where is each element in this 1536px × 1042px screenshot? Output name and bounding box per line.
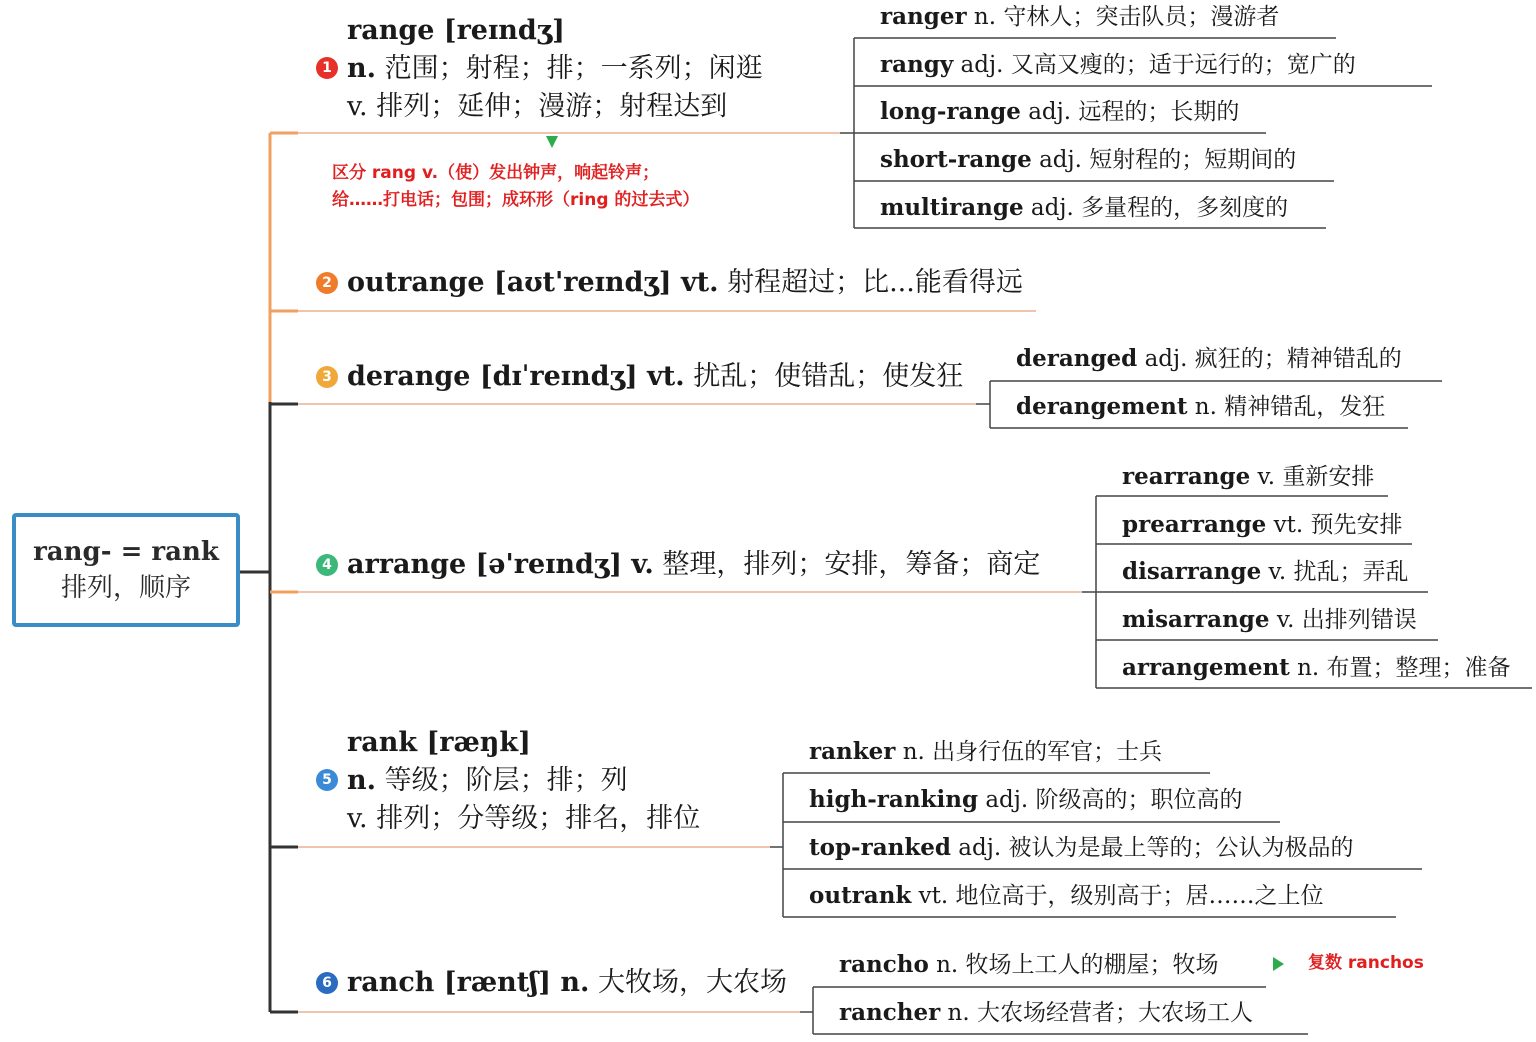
derivative-word: arrangement: [1122, 654, 1290, 681]
headword-rank: rank [ræŋk]: [347, 727, 531, 758]
derivative-definition: adj. 多量程的，多刻度的: [1023, 195, 1289, 221]
derivative-definition: v. 扰乱；弄乱: [1261, 559, 1409, 585]
headword-arrange: arrange [ə'reɪndʒ] v.: [347, 549, 654, 580]
derivative-word: ranker: [809, 738, 896, 765]
right-arrow-icon: [1273, 957, 1284, 971]
derivative-item: [809, 833, 1354, 863]
branch-3-entry: [347, 358, 963, 396]
headword-outrange: outrange [aʊt'reɪndʒ] vt.: [347, 267, 719, 298]
branch-number-3: 3: [316, 366, 338, 388]
derivative-item: [809, 785, 1243, 815]
derivative-item: [1122, 510, 1402, 540]
branch-number-6: 6: [316, 972, 338, 994]
branch-number-5: 5: [316, 769, 338, 791]
derivative-item: [809, 737, 1162, 767]
derivative-word: rangy: [880, 51, 954, 78]
derivative-word: rancho: [839, 951, 929, 978]
derivative-word: deranged: [1016, 345, 1138, 372]
definition: 等级；阶层；排；列: [376, 765, 628, 796]
branch-number-1: 1: [316, 57, 338, 79]
definition: 大牧场，大农场: [589, 967, 787, 998]
derivative-item: [809, 881, 1324, 911]
derivative-word: ranger: [880, 3, 967, 30]
derivative-item: [880, 2, 1279, 32]
branch-2-entry: [347, 264, 1023, 302]
derivative-definition: v. 重新安排: [1250, 464, 1375, 490]
derivative-item: [839, 998, 1253, 1028]
derivative-item: [1122, 653, 1511, 683]
headword-range: range [reɪndʒ]: [347, 15, 565, 46]
derivative-word: outrank: [809, 882, 912, 909]
derivative-definition: vt. 地位高于，级别高于；居……之上位: [911, 883, 1324, 909]
pos-label: n.: [347, 765, 377, 796]
branch-6-entry: [347, 964, 787, 1002]
distinction-note: [332, 160, 699, 214]
derivative-item: [1122, 557, 1408, 587]
definition: 整理，排列；安排，筹备；商定: [653, 549, 1041, 580]
definition: v. 排列；分等级；排名，排位: [347, 803, 701, 834]
root-node: [12, 513, 240, 627]
derivative-word: top-ranked: [809, 834, 951, 861]
derivative-word: misarrange: [1122, 606, 1270, 633]
derivative-definition: n. 大农场经营者；大农场工人: [940, 1000, 1253, 1026]
derivative-definition: n. 牧场上工人的棚屋；牧场: [928, 952, 1219, 978]
down-arrow-icon: [546, 136, 558, 148]
derivative-definition: v. 出排列错误: [1269, 607, 1417, 633]
derivative-definition: adj. 短射程的；短期间的: [1031, 147, 1297, 173]
derivative-word: long-range: [880, 98, 1021, 125]
derivative-item: [880, 193, 1288, 223]
derivative-word: rearrange: [1122, 463, 1251, 490]
derivative-definition: adj. 又高又瘦的；适于远行的；宽广的: [953, 52, 1356, 78]
derivative-definition: adj. 远程的；长期的: [1020, 99, 1240, 125]
derivative-word: high-ranking: [809, 786, 979, 813]
branch-5-entry: [347, 724, 700, 838]
derivative-word: disarrange: [1122, 558, 1262, 585]
branch-number-2: 2: [316, 272, 338, 294]
derivative-definition: adj. 被认为是最上等的；公认为极品的: [951, 835, 1354, 861]
derivative-item: [880, 145, 1296, 175]
note-line-2: 给……打电话；包围；成环形（ring 的过去式）: [332, 190, 700, 210]
derivative-word: prearrange: [1122, 511, 1267, 538]
definition: v. 排列；延伸；漫游；射程达到: [347, 91, 728, 122]
derivative-word: multirange: [880, 194, 1024, 221]
derivative-item: [1016, 392, 1385, 422]
derivative-definition: n. 出身行伍的军官；士兵: [895, 739, 1163, 765]
headword-ranch: ranch [ræntʃ] n.: [347, 967, 590, 998]
root-title: rang- = rank: [33, 537, 219, 567]
note-line-1: 区分 rang v.（使）发出钟声，响起铃声；: [332, 163, 660, 183]
derivative-item: [880, 50, 1356, 80]
derivative-item: [1016, 344, 1402, 374]
branch-4-entry: [347, 546, 1040, 584]
derivative-definition: n. 布置；整理；准备: [1289, 655, 1511, 681]
plural-note: 复数 ranchos: [1308, 953, 1424, 973]
definition: 范围；射程；排；一系列；闲逛: [376, 53, 763, 84]
derivative-word: rancher: [839, 999, 941, 1026]
derivative-definition: adj. 阶级高的；职位高的: [978, 787, 1243, 813]
pos-label: n.: [347, 53, 377, 84]
definition: 扰乱；使错乱；使发狂: [684, 361, 964, 392]
derivative-word: derangement: [1016, 393, 1188, 420]
root-subtitle: 排列，顺序: [60, 573, 191, 603]
headword-derange: derange [dɪˈreɪndʒ] vt.: [347, 361, 685, 392]
derivative-definition: n. 守林人；突击队员；漫游者: [966, 4, 1280, 30]
derivative-word: short-range: [880, 146, 1032, 173]
derivative-item: [1122, 605, 1417, 635]
derivative-definition: adj. 疯狂的；精神错乱的: [1137, 346, 1402, 372]
derivative-item: [1122, 462, 1374, 492]
branch-number-4: 4: [316, 554, 338, 576]
branch-1-entry: [347, 12, 763, 126]
derivative-item: [839, 950, 1219, 980]
derivative-item: [880, 97, 1239, 127]
definition: 射程超过；比...能看得远: [718, 267, 1023, 298]
derivative-definition: n. 精神错乱，发狂: [1187, 394, 1386, 420]
derivative-definition: vt. 预先安排: [1266, 512, 1403, 538]
